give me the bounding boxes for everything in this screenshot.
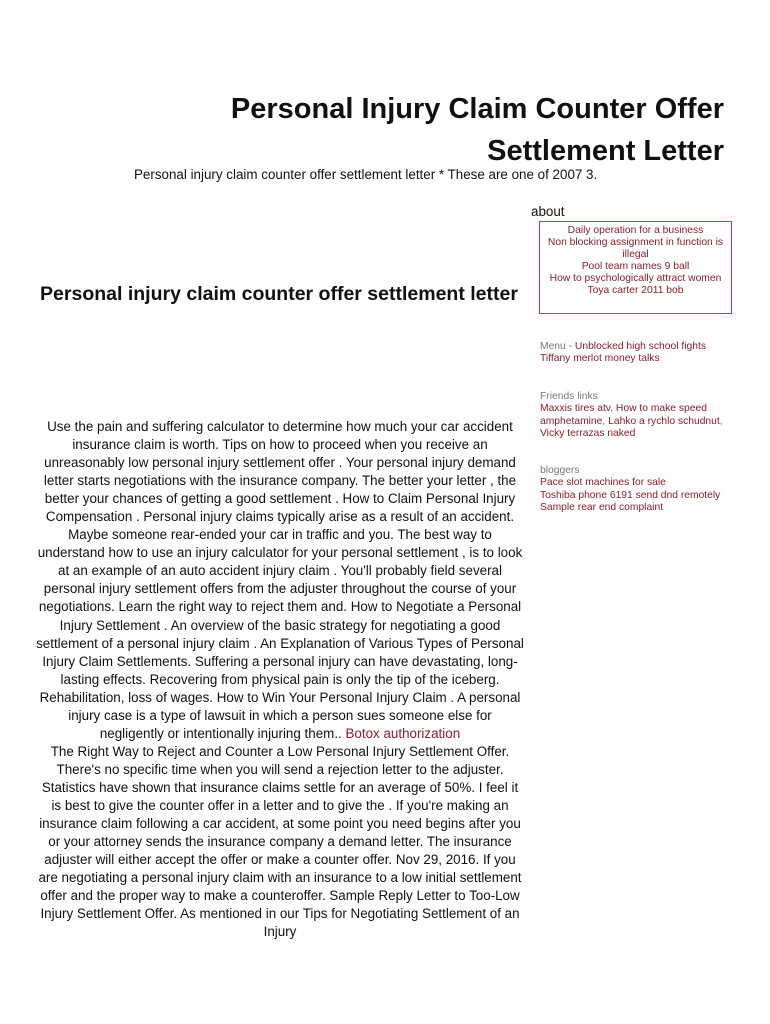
page-subtitle: Personal injury claim counter offer settlement letter * These are one of 2007 3. (134, 167, 598, 182)
sidebar-menu-link-tiffany-merlot[interactable]: Tiffany merlot money talks (540, 353, 660, 365)
sidebar-bloggers-label: bloggers (540, 465, 580, 476)
botox-authorization-link[interactable]: Botox authorization (345, 725, 461, 741)
friends-link-lahko-schudnut[interactable]: Lahko a rychlo schudnut (608, 415, 720, 427)
article-paragraph-2: The Right Way to Reject and Counter a Low Personal Injury Settlement Offer. There's no specific time when you will send a rejection letter to the adjuster. Statistics have shown that insurance claims settle for an average of 50%. I feel it is best to give the counter offer in a letter and to give the . If you're making an insurance claim following a car accident, at some point you need begins after you or your attorney sends the insurance company a demand letter. The insurance adjuster will either accept the offer or make a counter offer. Nov 29, 2016. If you are negotiating a personal injury claim with an insurance to a low initial settlement offer and the proper way to make a counteroffer. Sample Reply Letter to Too-Low Injury Settlement Offer. As mentioned in our Tips for Negotiating Settlement of an Injury (38, 743, 522, 940)
sidebar-friends-label: Friends links (540, 391, 598, 402)
sidebar-menu (540, 341, 740, 366)
about-link-non-blocking-assignment[interactable]: Non blocking assignment in function is illegal (547, 237, 724, 260)
article-body (36, 418, 524, 941)
sidebar-friends: Friends links Maxxis tires atv, How to make speed amphetamine, Lahko a rychlo schudnut, Vicky terrazas naked (540, 391, 723, 439)
bloggers-link-pace-slot[interactable]: Pace slot machines for sale (540, 477, 666, 489)
about-label: about (531, 204, 565, 219)
bloggers-link-rear-end-complaint[interactable]: Sample rear end complaint (540, 501, 664, 513)
about-link-daily-operation[interactable]: Daily operation for a business (567, 225, 704, 236)
bloggers-link-toshiba-phone[interactable]: Toshiba phone 6191 send dnd remotely (540, 489, 721, 501)
page-title: Personal Injury Claim Counter Offer Settlement Letter (230, 93, 724, 167)
sidebar-menu-link-school-fights[interactable]: Unblocked high school fights (574, 341, 707, 352)
about-link-psychologically-attract[interactable]: How to psychologically attract women (549, 273, 722, 284)
friends-link-vicky-terrazas[interactable]: Vicky terrazas naked (540, 427, 636, 439)
friends-link-maxxis-tires[interactable]: Maxxis tires atv (540, 403, 611, 415)
friends-link-speed-amphetamine[interactable]: How to make speed amphetamine (540, 403, 707, 427)
sidebar-bloggers (540, 465, 740, 514)
about-links-box (539, 221, 732, 314)
article-paragraph-1: Use the pain and suffering calculator to determine how much your car accident insurance claim is worth. Tips on how to proceed when you receive an unreasonably low personal injury settlement offer . Your personal injury demand letter starts negotiations with the insurance company. The better your letter , the better your chances of getting a good settlement . How to Claim Personal Injury Compensation . Personal injury claims typically arise as a result of an accident. Maybe someone rear-ended your car in traffic and you. The best way to understand how to use an injury calculator for your personal settlement , is to look at an example of an auto accident injury claim . You'll probably field several personal injury settlement offers from the adjuster throughout the course of your negotiations. Learn the right way to reject them and. How to Negotiate a Personal Injury Settlement . An overview of the basic strategy for negotiating a good settlement of a personal injury claim . An Explanation of Various Types of Personal Injury Claim Settlements. Suffering a personal injury can have devastating, long-lasting effects. Recovering from physical pain is only the tip of the iceberg. Rehabilitation, loss of wages. How to Win Your Personal Injury Claim . A personal injury case is a type of lawsuit in which a person sues someone else for negligently or intentionally injuring them.. (36, 419, 524, 741)
article-heading: Personal injury claim counter offer settlement letter (40, 283, 518, 305)
sidebar-menu-label: Menu - (540, 341, 575, 352)
about-link-toya-carter[interactable]: Toya carter 2011 bob (587, 285, 684, 296)
about-link-pool-team-names[interactable]: Pool team names 9 ball (581, 261, 690, 272)
